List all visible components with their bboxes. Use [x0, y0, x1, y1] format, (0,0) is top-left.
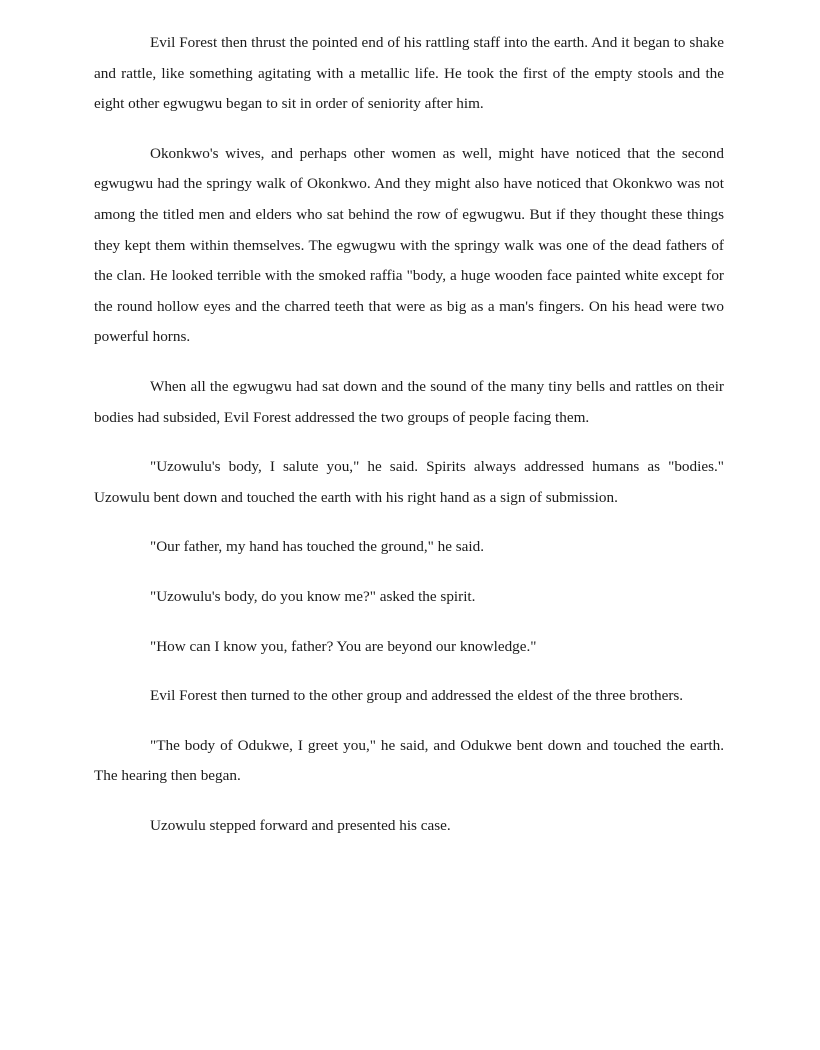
paragraph: "How can I know you, father? You are beyond our knowledge."	[150, 637, 537, 655]
document-text-body	[94, 28, 724, 841]
paragraph: Evil Forest then thrust the pointed end of his rattling staff into the earth. And it began to shake and rattle, like something agitating with a metallic life. He took the first of the empty stools and the eight other egwugwu began to sit in order of seniority after him.	[94, 34, 724, 113]
paragraph: "Uzowulu's body, I salute you," he said. Spirits always addressed humans as "bodies." Uzowulu bent down and touched the earth with his right hand as a sign of submission.	[94, 458, 724, 506]
paragraph: When all the egwugwu had sat down and the sound of the many tiny bells and rattles on their bodies had subsided, Evil Forest addressed the two groups of people facing them.	[94, 377, 724, 426]
paragraph: "The body of Odukwe, I greet you," he said, and Odukwe bent down and touched the earth. The hearing then began.	[94, 736, 724, 785]
paragraph: Okonkwo's wives, and perhaps other women as well, might have noticed that the second egwugwu had the springy walk of Okonkwo. And they might also have noticed that Okonkwo was not among the titled men and elders who sat behind the row of egwugwu. But if they thought these things they kept them within themselves. The egwugwu with the springy walk was one of the dead fathers of the clan. He looked terrible with the smoked raffia "body, a huge wooden face painted white except for the round hollow eyes and the charred teeth that were as big as a man's fingers. On his head were two powerful horns.	[94, 144, 724, 346]
paragraph: "Our father, my hand has touched the ground," he said.	[150, 538, 485, 556]
paragraph: Uzowulu stepped forward and presented his case.	[150, 816, 451, 834]
paragraph: Evil Forest then turned to the other group and addressed the eldest of the three brothers.	[150, 687, 684, 705]
paragraph: "Uzowulu's body, do you know me?" asked the spirit.	[150, 587, 476, 605]
